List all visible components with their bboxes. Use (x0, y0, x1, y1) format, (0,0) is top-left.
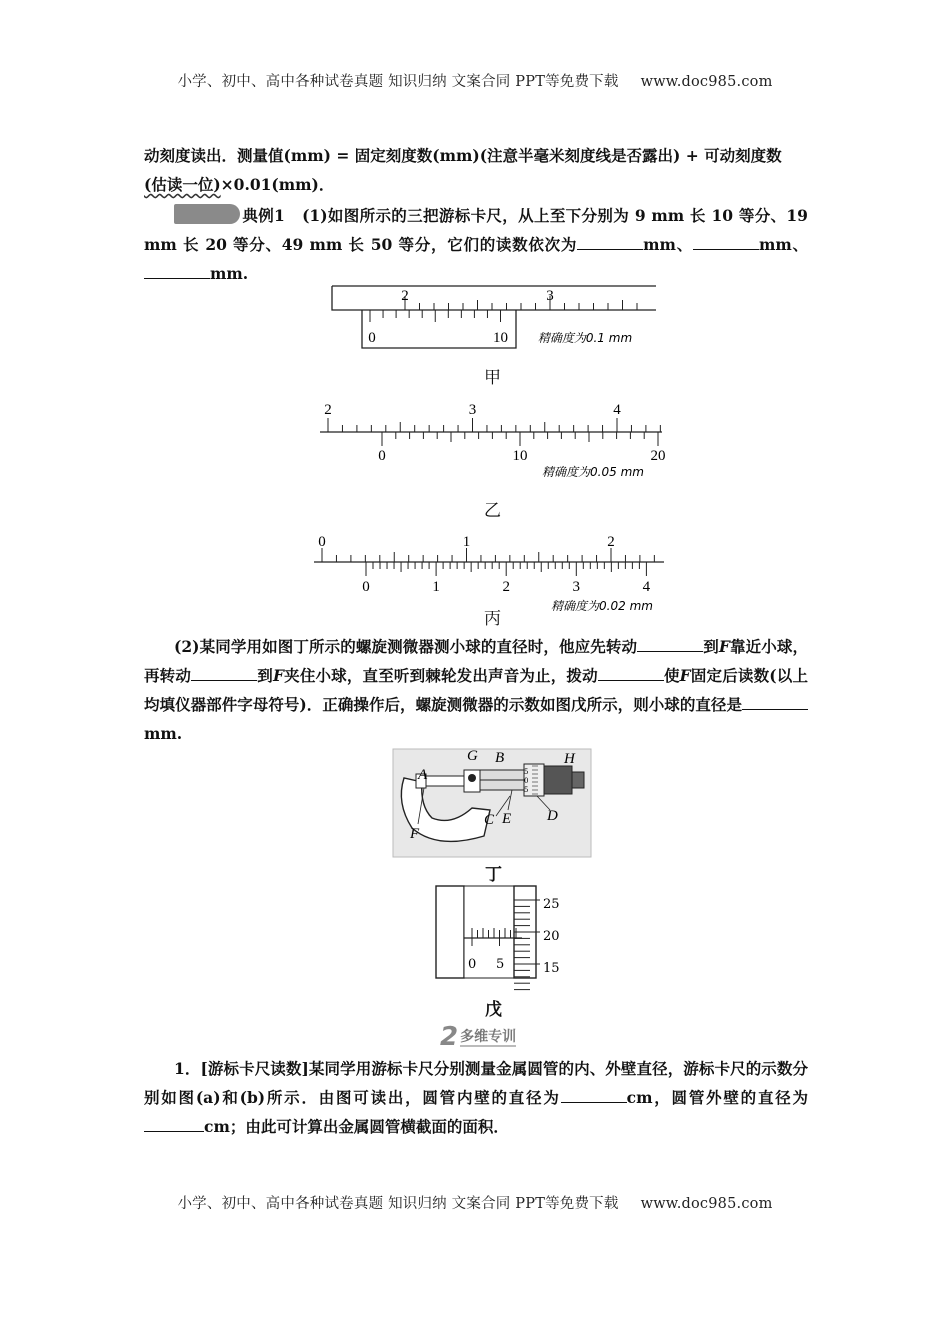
bing-precision-note: 精确度为0.02 mm (551, 599, 653, 613)
label-h: H (564, 751, 575, 767)
example-label: 典例1 (242, 206, 285, 225)
thimble-mark-3: 5 (524, 786, 529, 794)
answer-blank-6[interactable] (598, 666, 664, 681)
answer-blank-1[interactable] (577, 235, 643, 250)
section-heading (440, 1022, 516, 1050)
intro-line2-rest: ×0.01(mm)． (220, 175, 335, 194)
bing-vernier-label: 0 (362, 579, 370, 595)
thimble-mark-1: 5 (524, 768, 529, 776)
jia-vernier-label-0: 0 (368, 330, 376, 346)
yi-main-label: 4 (613, 402, 621, 418)
answer-blank-4[interactable] (637, 637, 703, 652)
q2-var-f-2: F (272, 666, 284, 685)
wu-sleeve-label-5: 5 (496, 957, 505, 972)
yi-vernier-label: 20 (650, 448, 666, 464)
header-url[interactable]: www.doc985.com (640, 74, 773, 90)
unit-2: mm、 (758, 235, 808, 254)
section-title: 多维专训 (460, 1029, 517, 1045)
spindle (426, 776, 464, 786)
label-f: F (410, 826, 420, 842)
micrometer-ding (392, 748, 592, 858)
yi-main-label: 3 (468, 402, 477, 418)
ratchet-h (572, 772, 584, 788)
label-b: B (495, 750, 505, 766)
page-footer (0, 1192, 950, 1213)
header-text: 小学、初中、高中各种试卷真题 知识归纳 文案合同 PPT等免费下载 (177, 74, 619, 90)
label-d: D (547, 808, 558, 824)
wu-scale-label-20: 20 (543, 929, 560, 944)
label-a: A (418, 767, 428, 783)
caption-yi: 乙 (484, 501, 501, 521)
bing-main-label: 0 (318, 534, 326, 550)
unit-3: mm. (210, 264, 249, 283)
answer-blank-7[interactable] (742, 695, 808, 710)
bing-vernier-label: 1 (432, 579, 440, 595)
q2-text-8: mm. (144, 724, 183, 743)
bing-main-label: 1 (462, 534, 471, 550)
bing-vernier-label: 4 (642, 579, 651, 595)
yi-main-label: 2 (324, 402, 332, 418)
q2-text-4: 到 (257, 666, 273, 685)
wu-frame (436, 886, 464, 978)
example-1-paragraph (144, 201, 808, 288)
bing-vernier-label: 2 (502, 579, 510, 595)
label-c: C (484, 812, 495, 828)
answer-blank-9[interactable] (144, 1117, 204, 1132)
micrometer-reading-wu (436, 886, 586, 986)
q2-var-f-3: F (679, 666, 691, 685)
q2-text-6: 使 (663, 666, 680, 685)
jia-main-label-2: 2 (401, 288, 409, 304)
section-number: 2 (440, 1022, 459, 1052)
footer-url[interactable]: www.doc985.com (640, 1196, 773, 1212)
problem1-text-2: cm，圆管外壁的直径为 (626, 1088, 809, 1107)
answer-blank-8[interactable] (561, 1088, 627, 1103)
intro-wavy-text: (估读一位) (144, 175, 221, 194)
wu-scale-label-15: 15 (543, 961, 560, 976)
intro-line1: 动刻度读出．测量值(mm) = 固定刻度数(mm)(注意半毫米刻度线是否露出) + 可动刻度数 (144, 146, 782, 165)
label-e: E (502, 811, 512, 827)
vernier-caliper-bing (312, 532, 672, 612)
vernier-caliper-yi (318, 398, 668, 478)
caption-jia: 甲 (484, 368, 501, 388)
q2-text-2: 到 (703, 637, 719, 656)
lock-knob (468, 774, 476, 782)
problem-1-paragraph (144, 1054, 808, 1141)
bing-vernier-label: 3 (572, 579, 581, 595)
problem1-text-1: 1．[游标卡尺读数]某同学用游标卡尺分别测量金属圆管的内、外壁直径，游标卡尺的示数分别如图(a)和(b)所示．由图可读出，圆管内壁的直径为 (144, 1059, 808, 1107)
example-q1-text: (1)如图所示的三把游标卡尺，从上至下分别为 9 mm 长 10 等分、19 mm 长 20 等分、49 mm 长 50 等分，它们的读数依次为 (144, 206, 808, 254)
q2-text-3: 靠近小球，再转动 (144, 637, 808, 685)
intro-paragraph (144, 141, 808, 199)
page-header (0, 70, 950, 91)
yi-vernier-label: 10 (512, 448, 528, 464)
label-g: G (467, 748, 478, 764)
problem1-text-3: cm；由此可计算出金属圆管横截面的面积． (204, 1117, 509, 1136)
q2-text-5: 夹住小球，直至听到棘轮发出声音为止，拨动 (283, 666, 598, 685)
wu-scale-label-25: 25 (543, 897, 560, 912)
jia-precision-note: 精确度为0.1 mm (537, 331, 633, 345)
example-tag-icon (174, 204, 240, 224)
footer-text: 小学、初中、高中各种试卷真题 知识归纳 文案合同 PPT等免费下载 (177, 1196, 619, 1212)
question-2-paragraph (144, 632, 808, 748)
bing-main-label: 2 (607, 534, 615, 550)
jia-vernier-label-10: 10 (493, 330, 508, 346)
thimble-mark-2: 0 (524, 777, 529, 785)
jia-main-outline (332, 286, 656, 310)
yi-precision-note: 精确度为0.05 mm (542, 465, 644, 479)
answer-blank-2[interactable] (693, 235, 759, 250)
wu-sleeve-label-0: 0 (468, 957, 477, 972)
answer-blank-5[interactable] (191, 666, 257, 681)
q2-text-7: 固定后读数(以上均填仪器部件字母符号)．正确操作后，螺旋测微器的示数如图戊所示，则小球的直径是 (144, 666, 808, 714)
caption-bing: 丙 (484, 609, 501, 629)
yi-vernier-label: 0 (378, 448, 386, 464)
unit-1: mm、 (643, 235, 693, 254)
answer-blank-3[interactable] (144, 264, 210, 279)
vernier-caliper-jia (330, 286, 660, 358)
caption-ding: 丁 (485, 865, 502, 885)
jia-main-label-3: 3 (546, 288, 554, 304)
q2-text-1: (2)某同学用如图丁所示的螺旋测微器测小球的直径时，他应先转动 (174, 637, 638, 656)
caption-wu: 戊 (485, 1000, 502, 1020)
thimble-d (544, 766, 572, 794)
q2-var-f-1: F (718, 637, 730, 656)
